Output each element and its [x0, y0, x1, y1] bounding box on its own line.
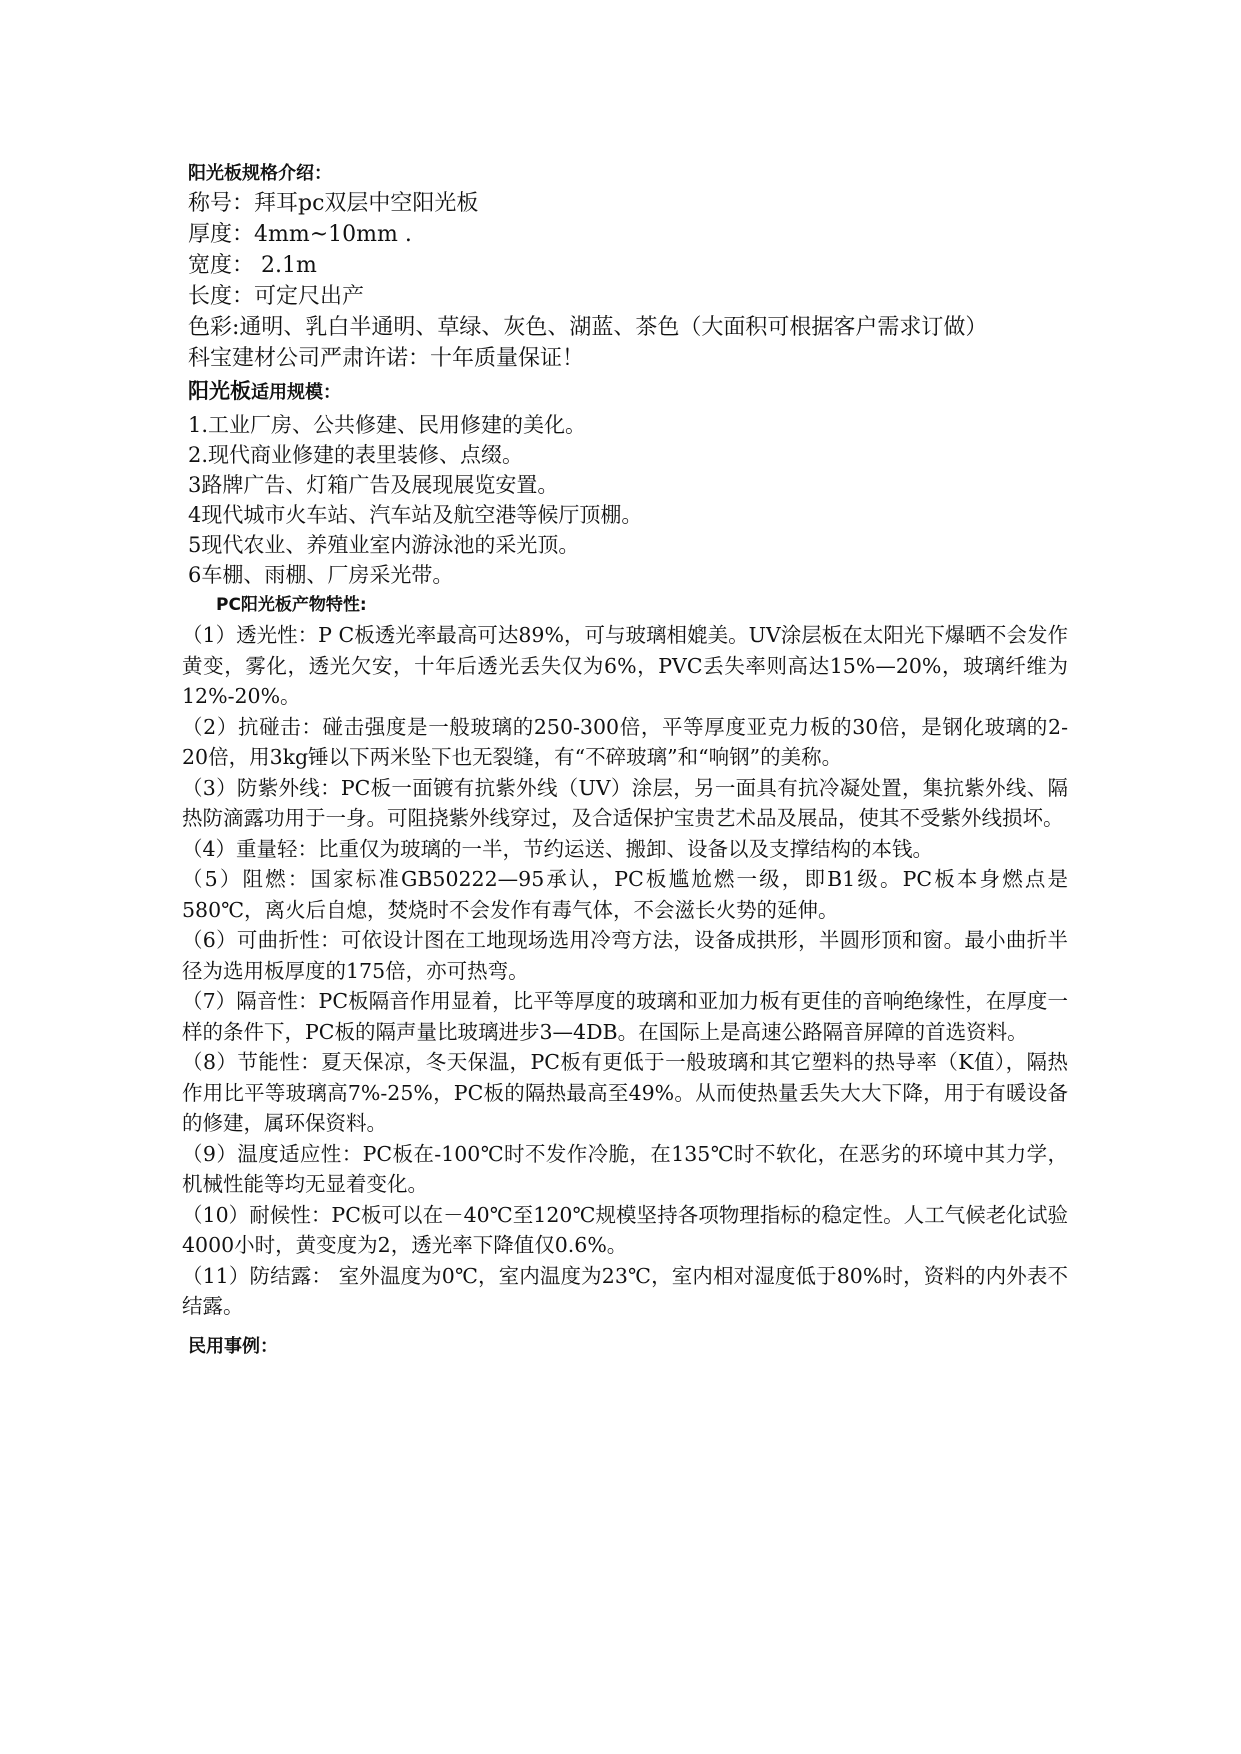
feature-item: （10）耐候性：PC板可以在－40℃至120℃规模坚持各项物理指标的稳定性。人工气候老化试验4000小时，黄变度为2，透光率下降值仅0.6%。 — [182, 1202, 1068, 1257]
spec-heading: 阳光板规格介绍： — [188, 163, 332, 184]
feature-item: （9）温度适应性：PC板在-100℃时不发作冷脆，在135℃时不软化，在恶劣的环境中其力学，机械性能等均无显着变化。 — [182, 1141, 1068, 1196]
features-heading: PC阳光板产物特性: — [216, 595, 367, 615]
scope-heading — [188, 374, 1068, 410]
scope-item: 2.现代商业修建的表里装修、点缀。 — [188, 443, 524, 467]
scope-item: 5现代农业、养殖业室内游泳池的采光顶。 — [188, 533, 580, 557]
examples-heading: 民用事例： — [188, 1335, 278, 1357]
feature-list — [182, 620, 1068, 1322]
feature-item: （11）防结露： 室外温度为0℃，室内温度为23℃，室内相对湿度低于80%时，资料的内外表不结露。 — [182, 1263, 1068, 1318]
feature-item: （6）可曲折性：可依设计图在工地现场选用冷弯方法，设备成拱形，半圆形顶和窗。最小曲折半径为选用板厚度的175倍，亦可热弯。 — [182, 928, 1068, 983]
scope-item: 4现代城市火车站、汽车站及航空港等候厅顶棚。 — [188, 503, 643, 527]
scope-item: 6车棚、雨棚、厂房采光带。 — [188, 563, 454, 587]
spec-line-thickness: 厚度：4mm~10mm . — [188, 222, 412, 247]
spec-list — [188, 188, 1068, 374]
feature-item: （4）重量轻：比重仅为玻璃的一半，节约运送、搬卸、设备以及支撑结构的本钱。 — [182, 836, 934, 861]
feature-item: （2）抗碰击：碰击强度是一般玻璃的250-300倍，平等厚度亚克力板的30倍，是钢化玻璃的2-20倍，用3kg锤以下两米坠下也无裂缝，有“不碎玻璃”和“响钢”的美称。 — [182, 714, 1068, 769]
spec-line-length: 长度：可定尺出产 — [188, 284, 365, 309]
scope-heading-sub: 适用规模： — [251, 382, 341, 403]
scope-item: 1.工业厂房、公共修建、民用修建的美化。 — [188, 413, 587, 437]
scope-item: 3路牌广告、灯箱广告及展现展览安置。 — [188, 473, 559, 497]
spec-line-width: 宽度： 2.1m — [188, 253, 317, 278]
feature-item: （7）隔音性：PC板隔音作用显着，比平等厚度的玻璃和亚加力板有更佳的音响绝缘性，在厚度一样的条件下，PC板的隔声量比玻璃进步3—4DB。在国际上是高速公路隔音屏障的首选资料。 — [182, 989, 1068, 1044]
feature-item: （5）阻燃：国家标准GB50222—95承认，PC板尴尬燃一级，即B1级。PC板本身燃点是580℃，离火后自熄，焚烧时不会发作有毒气体，不会滋长火势的延伸。 — [182, 867, 1068, 922]
spec-line-color: 色彩:通明、乳白半通明、草绿、灰色、湖蓝、茶色（大面积可根据客户需求订做） — [188, 315, 988, 340]
spec-line-name: 称号：拜耳pc双层中空阳光板 — [188, 191, 479, 216]
scope-heading-main: 阳光板 — [188, 379, 251, 403]
feature-item: （3）防紫外线：PC板一面镀有抗紫外线（UV）涂层，另一面具有抗冷凝处置，集抗紫外线、隔热防滴露功用于一身。可阻挠紫外线穿过，及合适保护宝贵艺术品及展品，使其不受紫外线损坏。 — [182, 775, 1068, 830]
feature-item: （8）节能性：夏天保凉，冬天保温，PC板有更低于一般玻璃和其它塑料的热导率（K值），隔热作用比平等玻璃高7%-25%，PC板的隔热最高至49%。从而使热量丢失大大下降，用于有暖设备的修建，属环保资料。 — [182, 1050, 1068, 1135]
feature-item: （1）透光性：P C板透光率最高可达89%，可与玻璃相媲美。UV涂层板在太阳光下爆晒不会发作黄变，雾化，透光欠安，十年后透光丢失仅为6%，PVC丢失率则高达15%—20%，玻璃纤维为12%-20%。 — [182, 623, 1068, 708]
document-page — [182, 160, 1068, 1362]
spec-line-guarantee: 科宝建材公司严肃许诺：十年质量保证！ — [188, 346, 585, 371]
scope-list — [188, 410, 1068, 590]
